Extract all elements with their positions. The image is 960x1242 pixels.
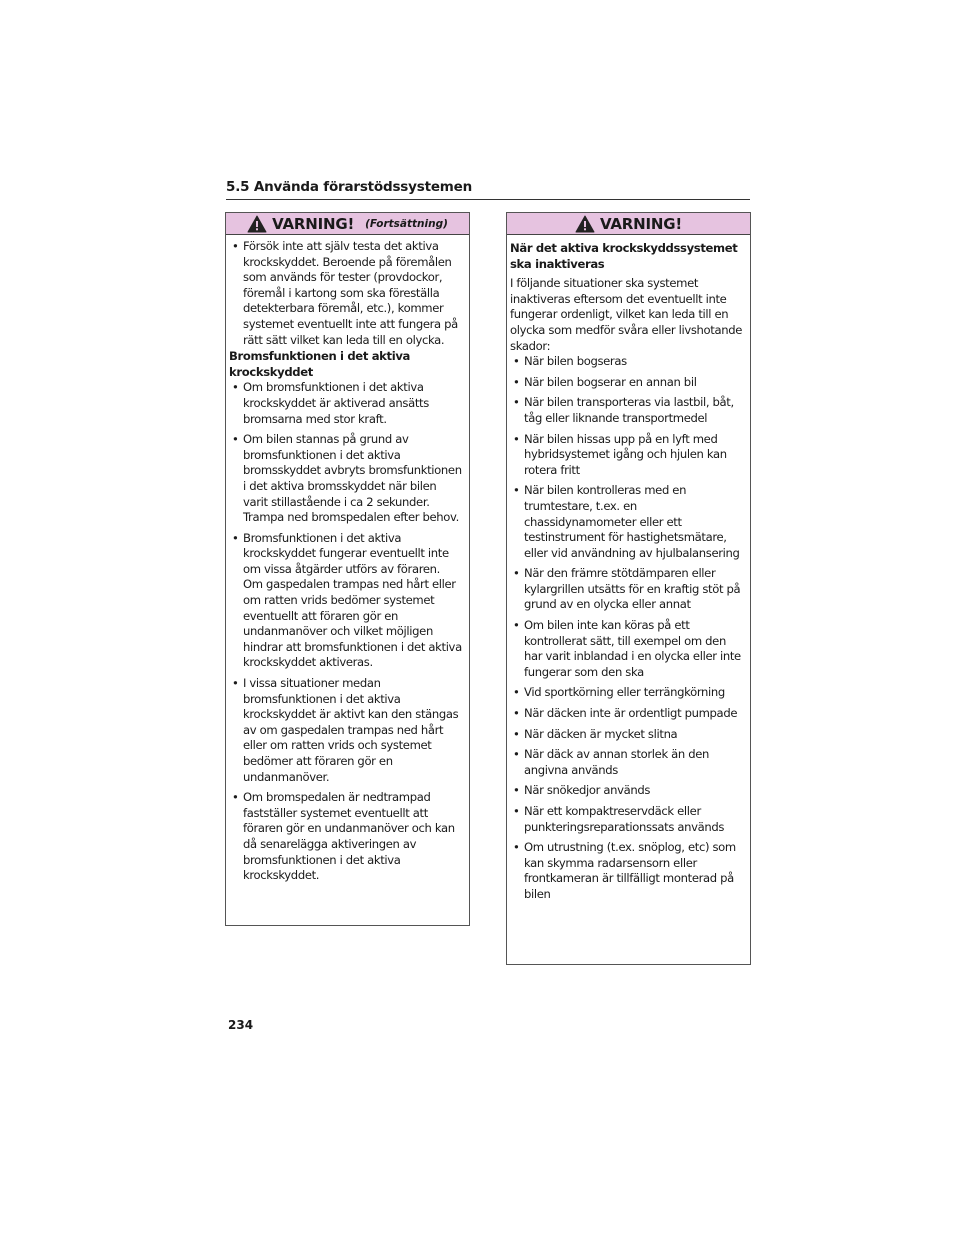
list-item: • I vissa situationer medan bromsfunktionen i det aktiva krockskyddet är aktivt kan den stängas av om gaspedalen trampas ned hårt eller om ratten vrids och systemet bedömer att föraren gör en undanmanöver.: [229, 676, 463, 785]
warning-title: VARNING!: [272, 214, 355, 233]
warning-header-bar: [226, 213, 469, 235]
list-item: • Vid sportkörning eller terrängkörning: [510, 685, 744, 701]
subheading: När det aktiva krockskyddssystemet ska inaktiveras: [510, 241, 738, 271]
list-item: • När bilen hissas upp på en lyft med hybridsystemet igång och hjulen kan rotera fritt: [510, 432, 744, 479]
list-item: • När snökedjor används: [510, 783, 744, 799]
list-item: • Om bromsfunktionen i det aktiva krockskyddet är aktiverad ansätts bromsarna med stor kraft.: [229, 380, 463, 427]
warning-content: [507, 235, 750, 916]
list-item: • Bromsfunktionen i det aktiva krockskyddet fungerar eventuellt inte om vissa åtgärder utförs av föraren. Om gaspedalen trampas ned hårt eller om ratten vrids bedömer systemet eventuellt att föraren gör en undanmanöver och vilket möjligen hindrar att bromsfunktionen i det aktiva krockskyddet aktiveras.: [229, 531, 463, 671]
list-item: • När däcken inte är ordentligt pumpade: [510, 706, 744, 722]
list-item: • Om bilen inte kan köras på ett kontrollerat sätt, till exempel om den har varit inblandad i en olycka eller inte fungerar som den ska: [510, 618, 744, 680]
section-header: 5.5 Använda förarstödssystemen: [226, 179, 750, 200]
warning-title: VARNING!: [600, 214, 682, 233]
list-item: • När däck av annan storlek än den angivna används: [510, 747, 744, 778]
list-item: • När den främre stötdämparen eller kylargrillen utsätts för en kraftig stöt på grund av en olycka eller annat: [510, 566, 744, 613]
warning-header-bar: [507, 213, 750, 235]
list-item: • När däcken är mycket slitna: [510, 727, 744, 743]
list-item: • Om bromspedalen är nedtrampad fastställer systemet eventuellt att föraren gör en undanmanöver och kan då senarelägga aktiveringen av bromsfunktionen i det aktiva krockskyddet.: [229, 790, 463, 884]
bullet-list: [510, 354, 744, 902]
warning-subtitle: (Fortsättning): [365, 217, 448, 230]
warning-content: [226, 235, 469, 897]
list-item: • Om utrustning (t.ex. snöplog, etc) som kan skymma radarsensorn eller frontkameran är tillfälligt monterad på bilen: [510, 840, 744, 902]
intro-paragraph: I följande situationer ska systemet inaktiveras eftersom det eventuellt inte fungerar ordenligt, vilket kan leda till en olycka som medför svåra eller livshotande skador:: [510, 276, 743, 353]
warning-box-left: [225, 212, 470, 926]
list-item: • När bilen bogseras: [510, 354, 744, 370]
list-item: • När ett kompaktreservdäck eller punkteringsreparationssats används: [510, 804, 744, 835]
list-item: • Om bilen stannas på grund av bromsfunktionen i det aktiva bromsskyddet avbryts bromsfunktionen i det aktiva bromsskyddet när bilen varit stillastående i ca 2 sekunder. Trampa ned bromspedalen efter behov.: [229, 432, 463, 526]
bullet-list: [229, 380, 463, 883]
warning-box-right: [506, 212, 751, 965]
intro-list: [229, 239, 463, 348]
list-item: • När bilen transporteras via lastbil, båt, tåg eller liknande transportmedel: [510, 395, 744, 426]
page-number: 234: [228, 1018, 254, 1032]
warning-triangle-icon: [247, 215, 267, 233]
list-item: • När bilen bogserar en annan bil: [510, 375, 744, 391]
subheading: Bromsfunktionen i det aktiva krockskyddet: [229, 349, 411, 379]
list-item: • När bilen kontrolleras med en trumtestare, t.ex. en chassidynamometer eller ett testinstrument för hastighetsmätare, eller vid användning av hjulbalansering: [510, 483, 744, 561]
warning-triangle-icon: [575, 215, 595, 233]
list-item: • Försök inte att själv testa det aktiva krockskyddet. Beroende på föremålen som används för tester (provdockor, föremål i kartong som ska föreställa detekterbara föremål, etc.), kommer systemet eventuellt inte att fungera på rätt sätt vilket kan leda till en olycka.: [229, 239, 463, 348]
